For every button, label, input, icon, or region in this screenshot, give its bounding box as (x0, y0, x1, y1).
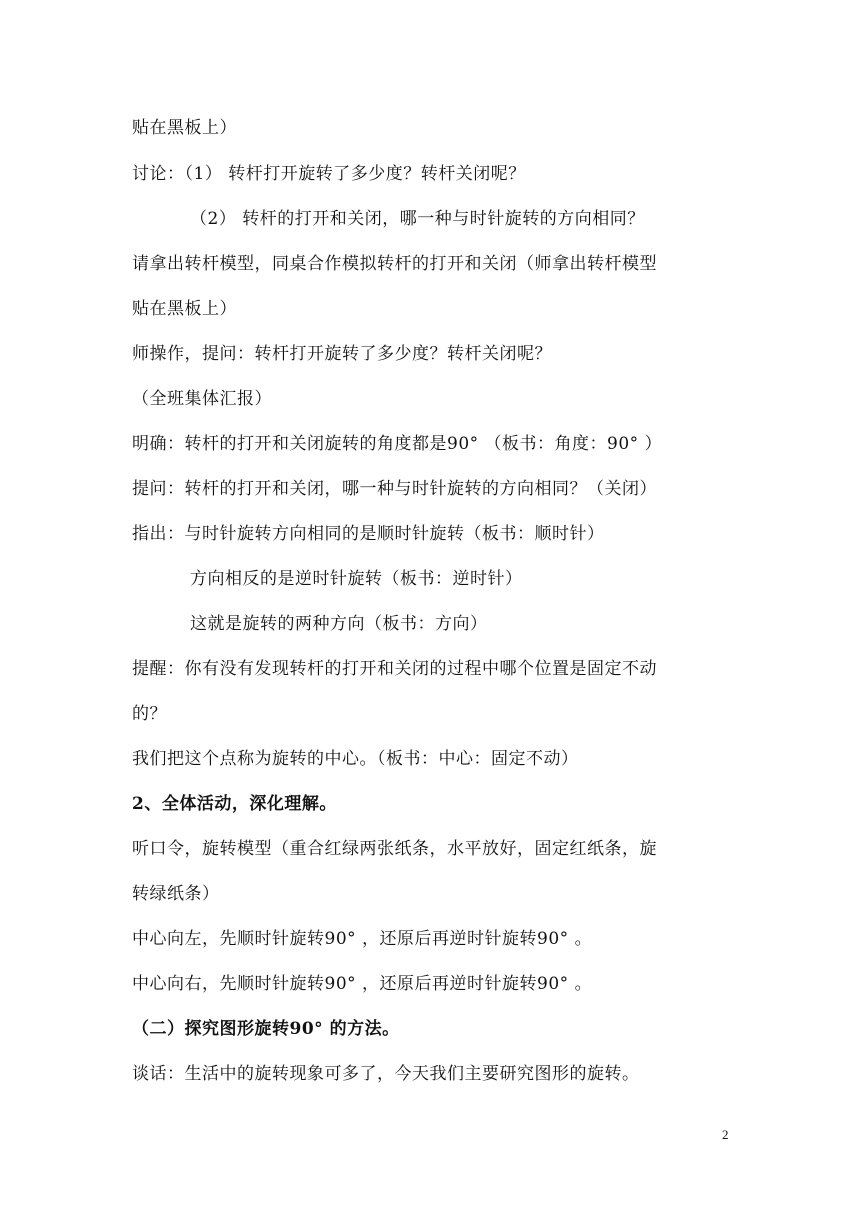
text-line: （全班集体汇报） (132, 389, 272, 409)
text-line: 的？ (132, 704, 167, 724)
text-line: 这就是旋转的两种方向（板书：方向） (190, 614, 488, 634)
section-heading: （二）探究图形旋转90° 的方法。 (132, 1019, 400, 1039)
text-line: 提醒：你有没有发现转杆的打开和关闭的过程中哪个位置是固定不动 (132, 659, 657, 679)
text-line: 明确：转杆的打开和关闭旋转的角度都是90° （板书：角度：90° ） (132, 434, 663, 454)
text-line: 贴在黑板上） (132, 299, 237, 319)
text-line: 谈话：生活中的旋转现象可多了，今天我们主要研究图形的旋转。 (132, 1064, 640, 1084)
text-line: 中心向右，先顺时针旋转90° ，还原后再逆时针旋转90° 。 (132, 974, 593, 994)
text-line: 贴在黑板上） (132, 118, 237, 138)
text-line: 请拿出转杆模型，同桌合作模拟转杆的打开和关闭（师拿出转杆模型 (132, 254, 657, 274)
section-heading: 2、全体活动，深化理解。 (132, 794, 337, 814)
text-line: 我们把这个点称为旋转的中心。（板书：中心：固定不动） (132, 749, 579, 769)
text-line: （2） 转杆的打开和关闭，哪一种与时针旋转的方向相同？ (190, 209, 645, 229)
text-line: 师操作，提问：转杆打开旋转了多少度？转杆关闭呢？ (132, 344, 552, 364)
text-line: 中心向左，先顺时针旋转90° ，还原后再逆时针旋转90° 。 (132, 929, 593, 949)
text-line: 提问：转杆的打开和关闭，哪一种与时针旋转的方向相同？（关闭） (132, 479, 657, 499)
text-line: 转绿纸条） (132, 884, 220, 904)
text-line: 讨论：（1） 转杆打开旋转了多少度？转杆关闭呢？ (132, 164, 526, 184)
page-number: 2 (722, 1127, 729, 1142)
text-line: 听口令，旋转模型（重合红绿两张纸条，水平放好，固定红纸条，旋 (132, 839, 657, 859)
text-line: 方向相反的是逆时针旋转（板书：逆时针） (190, 569, 523, 589)
text-line: 指出：与时针旋转方向相同的是顺时针旋转（板书：顺时针） (132, 524, 605, 544)
